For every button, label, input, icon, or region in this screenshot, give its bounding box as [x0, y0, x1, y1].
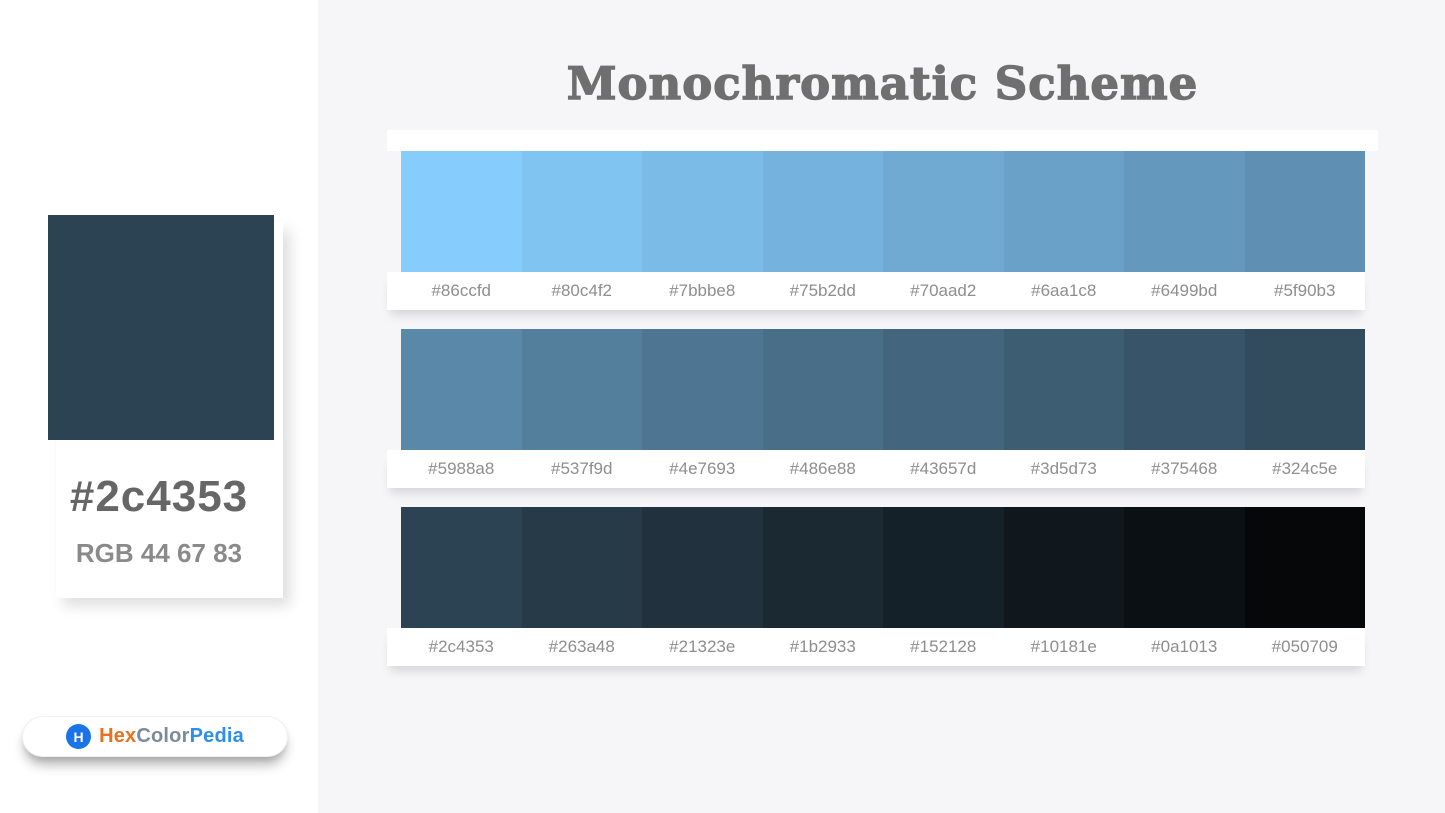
swatch-hex-label: #0a1013 — [1151, 637, 1218, 656]
swatch-label-strip — [387, 272, 1365, 310]
swatch-label-strip — [387, 450, 1365, 488]
swatch-hex-label: #2c4353 — [428, 637, 494, 656]
swatch-cell[interactable] — [883, 329, 1004, 450]
swatch-hex-label: #5f90b3 — [1274, 281, 1336, 300]
swatch-cell[interactable] — [401, 329, 522, 450]
swatch-cell[interactable] — [642, 151, 763, 272]
hexcolorpedia-logo[interactable] — [22, 716, 288, 757]
color-info-panel — [0, 0, 318, 813]
logo-h-icon: H — [66, 724, 91, 749]
swatch-hex-label: #10181e — [1030, 637, 1097, 656]
swatch-cell[interactable] — [642, 507, 763, 628]
swatch-hex-label: #43657d — [910, 459, 977, 478]
swatch-cell[interactable] — [1124, 151, 1245, 272]
scheme-row — [387, 329, 1378, 488]
scheme-title: Monochromatic Scheme — [566, 57, 1199, 110]
logo-segment: Color — [136, 725, 190, 747]
color-rgb-value: RGB 44 67 83 — [75, 538, 243, 568]
swatch-strip — [401, 329, 1365, 450]
card-top-strip — [387, 130, 1378, 151]
swatch-hex-label: #70aad2 — [910, 281, 977, 300]
logo-segment: Hex — [99, 725, 137, 747]
swatch-strip — [401, 151, 1365, 272]
swatch-cell[interactable] — [522, 507, 643, 628]
main-color-swatch — [48, 215, 274, 440]
swatch-cell[interactable] — [883, 507, 1004, 628]
swatch-cell[interactable] — [1004, 329, 1125, 450]
swatch-hex-label: #21323e — [669, 637, 736, 656]
swatch-cell[interactable] — [1245, 151, 1366, 272]
swatch-cell[interactable] — [1245, 507, 1366, 628]
swatch-hex-label: #263a48 — [548, 637, 615, 656]
swatch-hex-label: #152128 — [910, 637, 977, 656]
swatch-hex-label: #375468 — [1151, 459, 1218, 478]
swatch-hex-label: #050709 — [1271, 637, 1338, 656]
swatch-cell[interactable] — [1004, 151, 1125, 272]
color-hex-value: #2c4353 — [69, 472, 249, 521]
swatch-hex-label: #537f9d — [551, 459, 613, 478]
swatch-hex-label: #4e7693 — [669, 459, 736, 478]
swatch-cell[interactable] — [522, 151, 643, 272]
swatch-cell[interactable] — [1245, 329, 1366, 450]
swatch-hex-label: #6aa1c8 — [1031, 281, 1097, 300]
swatch-cell[interactable] — [401, 151, 522, 272]
swatch-hex-label: #324c5e — [1272, 459, 1338, 478]
swatch-cell[interactable] — [642, 329, 763, 450]
scheme-row — [387, 507, 1378, 666]
swatch-cell[interactable] — [522, 329, 643, 450]
swatch-cell[interactable] — [763, 329, 884, 450]
swatch-hex-label: #86ccfd — [431, 281, 492, 300]
swatch-label-strip — [387, 628, 1365, 666]
swatch-hex-label: #7bbbe8 — [669, 281, 736, 300]
swatch-hex-label: #486e88 — [789, 459, 856, 478]
scheme-rows — [387, 151, 1378, 666]
scheme-panel — [318, 0, 1445, 813]
swatch-cell[interactable] — [763, 507, 884, 628]
swatch-hex-label: #80c4f2 — [551, 281, 612, 300]
swatch-cell[interactable] — [883, 151, 1004, 272]
swatch-cell[interactable] — [1124, 329, 1245, 450]
swatch-cell[interactable] — [763, 151, 884, 272]
logo-segment: Pedia — [189, 725, 244, 747]
swatch-hex-label: #75b2dd — [789, 281, 856, 300]
swatch-hex-label: #1b2933 — [789, 637, 856, 656]
swatch-cell[interactable] — [1124, 507, 1245, 628]
swatch-cell[interactable] — [1004, 507, 1125, 628]
swatch-hex-label: #3d5d73 — [1030, 459, 1097, 478]
swatch-hex-label: #5988a8 — [428, 459, 495, 478]
scheme-card — [387, 130, 1378, 666]
scheme-row — [387, 151, 1378, 310]
swatch-hex-label: #6499bd — [1151, 281, 1218, 300]
swatch-strip — [401, 507, 1365, 628]
logo-wordmark — [99, 725, 244, 748]
swatch-cell[interactable] — [401, 507, 522, 628]
